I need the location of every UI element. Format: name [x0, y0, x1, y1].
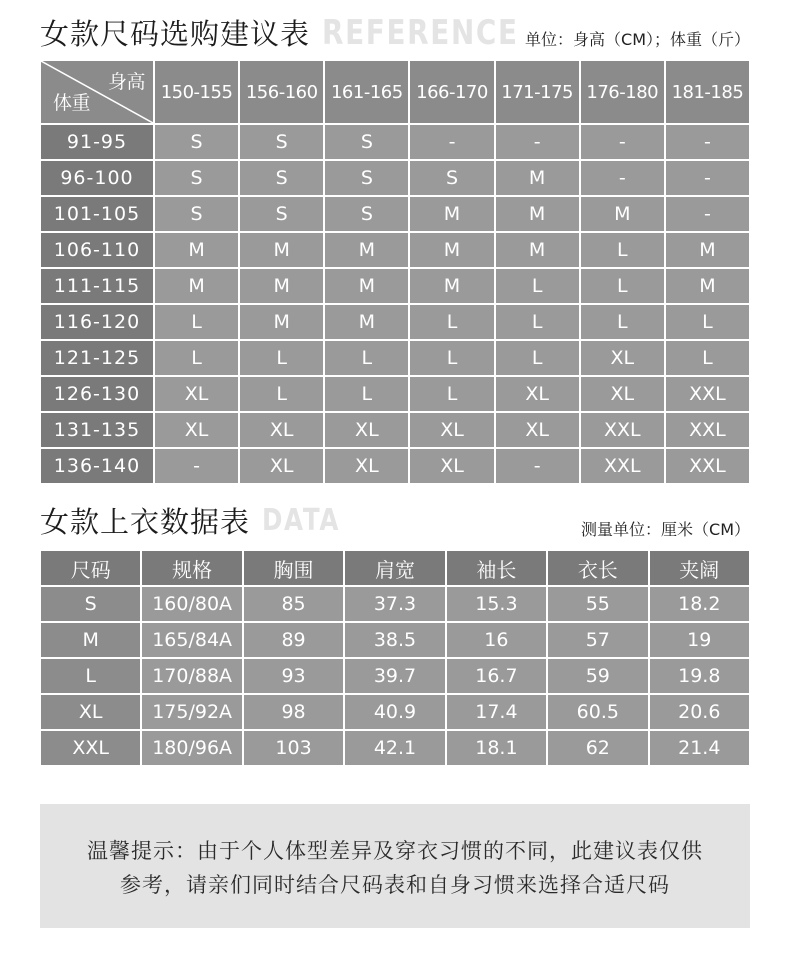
garment-data-unit: 测量单位：厘米（CM）	[581, 520, 750, 539]
measurement-cell: 16	[446, 622, 547, 658]
column-header: 衣长	[547, 550, 648, 586]
weight-cell: 136-140	[40, 448, 154, 484]
measurement-cell: 39.7	[344, 658, 445, 694]
measurement-cell: 89	[243, 622, 344, 658]
measurement-cell: 175/92A	[141, 694, 242, 730]
size-cell: XXL	[580, 412, 665, 448]
size-cell: -	[665, 196, 750, 232]
size-cell: XL	[580, 376, 665, 412]
garment-measurement-table	[39, 549, 751, 767]
height-header: 161-165	[324, 60, 409, 124]
column-header: 尺码	[40, 550, 141, 586]
size-cell: M	[154, 268, 239, 304]
table-row	[40, 376, 750, 412]
measurement-cell: 16.7	[446, 658, 547, 694]
corner-height-label: 身高	[107, 71, 145, 93]
size-guide-unit: 单位：身高（CM）；体重（斤）	[525, 30, 750, 49]
data-table-header-row	[40, 550, 750, 586]
size-cell: M	[665, 268, 750, 304]
table-row	[40, 730, 750, 766]
size-cell: M	[409, 196, 494, 232]
size-cell: M	[324, 304, 409, 340]
height-header: 171-175	[495, 60, 580, 124]
size-cell: M	[409, 268, 494, 304]
table-row	[40, 232, 750, 268]
size-cell: L	[495, 268, 580, 304]
size-cell: L	[239, 340, 324, 376]
size-cell: L	[580, 232, 665, 268]
column-header: 胸围	[243, 550, 344, 586]
size-cell: S	[324, 124, 409, 160]
size-cell: -	[409, 124, 494, 160]
size-cell: M	[324, 232, 409, 268]
measurement-cell: 40.9	[344, 694, 445, 730]
table-row	[40, 694, 750, 730]
size-cell: M	[495, 160, 580, 196]
size-cell: L	[239, 376, 324, 412]
size-cell: L	[580, 304, 665, 340]
size-label-cell: XL	[40, 694, 141, 730]
table-row	[40, 304, 750, 340]
size-guide-title-text: 女款尺码选购建议表	[40, 17, 311, 51]
size-cell: M	[324, 268, 409, 304]
weight-cell: 101-105	[40, 196, 154, 232]
size-cell: XL	[409, 412, 494, 448]
size-cell: XL	[495, 412, 580, 448]
measurement-cell: 98	[243, 694, 344, 730]
size-cell: XL	[495, 376, 580, 412]
height-header: 181-185	[665, 60, 750, 124]
garment-data-title	[40, 500, 357, 541]
weight-cell: 106-110	[40, 232, 154, 268]
measurement-cell: 20.6	[649, 694, 750, 730]
measurement-cell: 103	[243, 730, 344, 766]
size-cell: L	[409, 376, 494, 412]
size-cell: M	[495, 232, 580, 268]
measurement-cell: 15.3	[446, 586, 547, 622]
size-recommendation-table	[39, 59, 751, 485]
size-cell: L	[495, 304, 580, 340]
measurement-cell: 57	[547, 622, 648, 658]
table-row	[40, 412, 750, 448]
corner-weight-label: 体重	[53, 92, 91, 114]
measurement-cell: 18.1	[446, 730, 547, 766]
measurement-cell: 160/80A	[141, 586, 242, 622]
size-cell: XL	[324, 412, 409, 448]
tip-line-2: 参考，请亲们同时结合尺码表和自身习惯来选择合适尺码	[120, 873, 670, 897]
measurement-cell: 38.5	[344, 622, 445, 658]
table-row	[40, 196, 750, 232]
measurement-cell: 170/88A	[141, 658, 242, 694]
measurement-cell: 42.1	[344, 730, 445, 766]
size-cell: S	[154, 124, 239, 160]
size-cell: M	[239, 304, 324, 340]
weight-cell: 121-125	[40, 340, 154, 376]
size-cell: M	[665, 232, 750, 268]
size-cell: M	[580, 196, 665, 232]
size-cell: L	[665, 340, 750, 376]
size-cell: L	[495, 340, 580, 376]
size-cell: XXL	[580, 448, 665, 484]
size-guide-title	[40, 12, 562, 53]
size-cell: XL	[154, 412, 239, 448]
measurement-cell: 59	[547, 658, 648, 694]
weight-cell: 91-95	[40, 124, 154, 160]
height-header: 166-170	[409, 60, 494, 124]
size-cell: -	[495, 448, 580, 484]
size-cell: XL	[239, 448, 324, 484]
measurement-cell: 19	[649, 622, 750, 658]
size-cell: S	[324, 160, 409, 196]
size-cell: -	[495, 124, 580, 160]
table-row	[40, 160, 750, 196]
size-guide-title-en: REFERENCE	[322, 12, 519, 53]
size-cell: S	[409, 160, 494, 196]
measurement-cell: 21.4	[649, 730, 750, 766]
size-cell: -	[665, 124, 750, 160]
size-cell: M	[154, 232, 239, 268]
measurement-cell: 60.5	[547, 694, 648, 730]
size-cell: XL	[324, 448, 409, 484]
size-cell: L	[665, 304, 750, 340]
measurement-cell: 165/84A	[141, 622, 242, 658]
garment-data-title-en: DATA	[262, 503, 341, 538]
size-cell: L	[154, 304, 239, 340]
column-header: 夹阔	[649, 550, 750, 586]
table-row	[40, 448, 750, 484]
column-header: 肩宽	[344, 550, 445, 586]
size-label-cell: XXL	[40, 730, 141, 766]
height-header: 156-160	[239, 60, 324, 124]
measurement-cell: 85	[243, 586, 344, 622]
size-cell: S	[239, 124, 324, 160]
weight-cell: 116-120	[40, 304, 154, 340]
size-label-cell: L	[40, 658, 141, 694]
measurement-cell: 37.3	[344, 586, 445, 622]
size-cell: XXL	[665, 376, 750, 412]
corner-cell	[40, 60, 154, 124]
size-cell: XL	[239, 412, 324, 448]
size-cell: -	[580, 160, 665, 196]
table-row	[40, 586, 750, 622]
size-cell: S	[154, 196, 239, 232]
size-cell: S	[154, 160, 239, 196]
measurement-cell: 55	[547, 586, 648, 622]
column-header: 规格	[141, 550, 242, 586]
size-cell: -	[580, 124, 665, 160]
size-cell: XL	[580, 340, 665, 376]
measurement-cell: 17.4	[446, 694, 547, 730]
column-header: 袖长	[446, 550, 547, 586]
weight-cell: 111-115	[40, 268, 154, 304]
tip-box	[40, 804, 750, 928]
size-cell: XXL	[665, 448, 750, 484]
size-cell: L	[324, 376, 409, 412]
weight-cell: 126-130	[40, 376, 154, 412]
weight-cell: 131-135	[40, 412, 154, 448]
size-cell: L	[409, 340, 494, 376]
size-cell: -	[665, 160, 750, 196]
measurement-cell: 62	[547, 730, 648, 766]
size-cell: L	[154, 340, 239, 376]
size-cell: XL	[409, 448, 494, 484]
measurement-cell: 180/96A	[141, 730, 242, 766]
tip-line-1: 温馨提示：由于个人体型差异及穿衣习惯的不同，此建议表仅供	[87, 839, 703, 863]
size-cell: M	[409, 232, 494, 268]
size-cell: L	[324, 340, 409, 376]
size-cell: L	[580, 268, 665, 304]
table-row	[40, 340, 750, 376]
measurement-cell: 19.8	[649, 658, 750, 694]
size-cell: -	[154, 448, 239, 484]
height-header: 150-155	[154, 60, 239, 124]
size-table-header-row	[40, 60, 750, 124]
table-row	[40, 268, 750, 304]
size-label-cell: S	[40, 586, 141, 622]
size-cell: S	[239, 160, 324, 196]
size-cell: M	[239, 232, 324, 268]
table-row	[40, 124, 750, 160]
size-cell: S	[324, 196, 409, 232]
weight-cell: 96-100	[40, 160, 154, 196]
measurement-cell: 18.2	[649, 586, 750, 622]
size-label-cell: M	[40, 622, 141, 658]
size-cell: L	[409, 304, 494, 340]
size-cell: XXL	[665, 412, 750, 448]
size-cell: M	[239, 268, 324, 304]
size-cell: XL	[154, 376, 239, 412]
table-row	[40, 622, 750, 658]
size-cell: M	[495, 196, 580, 232]
measurement-cell: 93	[243, 658, 344, 694]
table-row	[40, 658, 750, 694]
height-header: 176-180	[580, 60, 665, 124]
size-cell: S	[239, 196, 324, 232]
garment-data-title-text: 女款上衣数据表	[40, 505, 251, 539]
